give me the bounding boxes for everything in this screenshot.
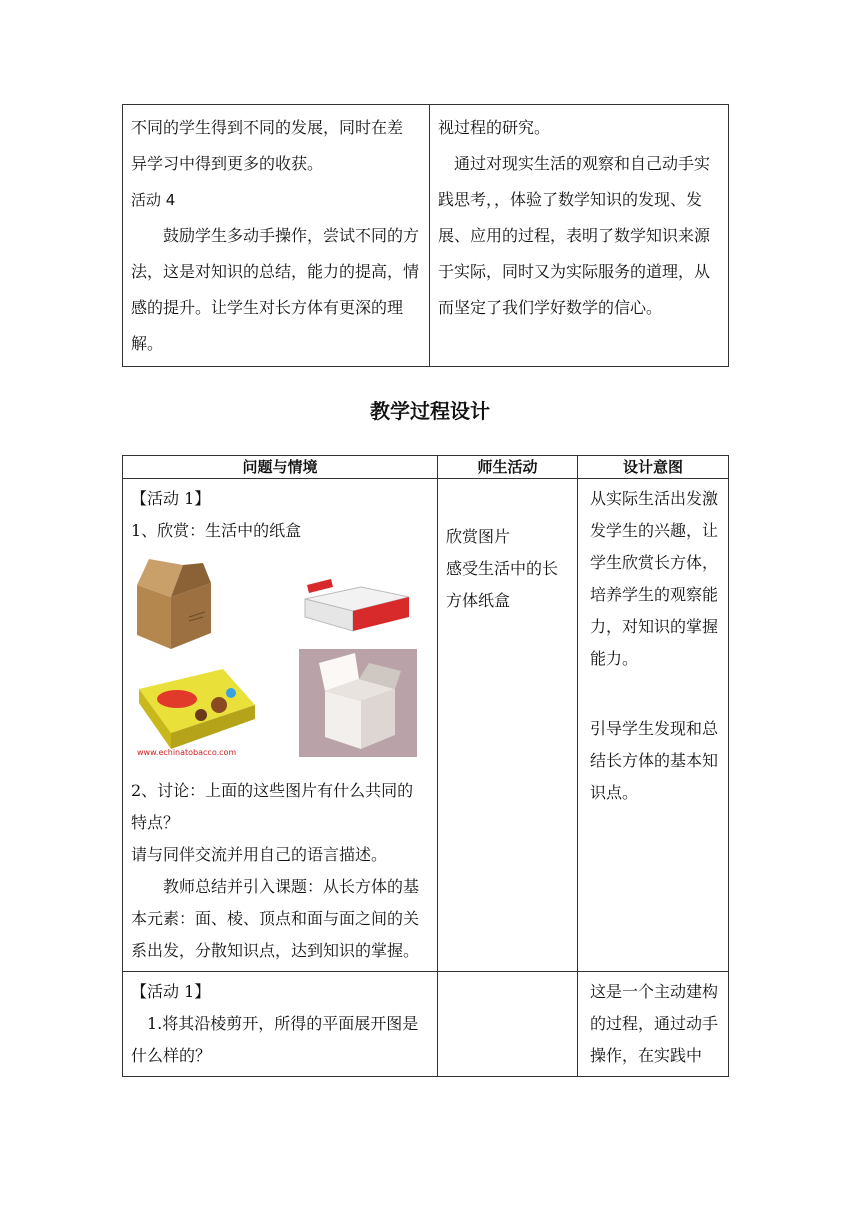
header-row [123, 456, 729, 479]
intent-cell [578, 479, 729, 972]
activity-cell-2 [438, 972, 578, 1077]
mid-line-2: 感受生活中的长方体纸盒 [446, 559, 559, 610]
teaching-process-table [122, 455, 729, 1077]
white-gift-box-image [299, 649, 417, 757]
activity-label-2: 【活动 1】 [131, 982, 211, 1001]
item-appreciate: 1、欣赏：生活中的纸盒 [131, 521, 302, 540]
header-intent: 设计意图 [578, 456, 729, 479]
header-problem: 问题与情境 [123, 456, 438, 479]
intent-2: 引导学生发现和总结长方体的基本知识点。 [590, 719, 719, 802]
left-line-1: 不同的学生得到不同的发展，同时在差 [131, 118, 404, 137]
section-title: 教学过程设计 [370, 399, 490, 423]
cardboard-box-image [131, 557, 215, 653]
right-line-1: 视过程的研究。 [438, 118, 551, 137]
intent-1: 从实际生活出发激发学生的兴趣，让学生欣赏长方体，培养学生的观察能力，对知识的掌握能力。 [590, 489, 719, 668]
header-activity: 师生活动 [438, 456, 578, 479]
activity-cell [438, 479, 578, 972]
problem-cell [123, 479, 438, 972]
activity4-heading: 活动 4 [131, 191, 176, 209]
intent-cell-2 [578, 972, 729, 1077]
intent-row2: 这是一个主动建构的过程，通过动手操作，在实践中 [590, 982, 719, 1065]
continued-table [122, 104, 729, 367]
image-watermark: www.echinatobacco.com [137, 748, 237, 757]
office-pins-box-image [301, 575, 413, 635]
mid-line-1: 欣赏图片 [446, 527, 511, 546]
top-left-cell [123, 105, 430, 367]
problem-cell-2 [123, 972, 438, 1077]
item-discuss: 2、讨论：上面的这些图片有什么共同的特点？ [131, 781, 414, 832]
table-row [123, 972, 729, 1077]
box-images [131, 551, 429, 769]
item-discuss-b: 请与同伴交流并用自己的语言描述。 [131, 845, 388, 864]
left-line-2: 异学习中得到更多的收获。 [131, 154, 324, 173]
table-row [123, 479, 729, 972]
question-unfold: 1.将其沿棱剪开，所得的平面展开图是什么样的？ [131, 1014, 419, 1065]
teacher-summary: 教师总结并引入课题：从长方体的基本元素：面、棱、顶点和面与面之间的关系出发，分散知识点，达到知识的掌握。 [131, 877, 420, 960]
top-right-cell [430, 105, 729, 367]
activity-label: 【活动 1】 [131, 489, 211, 508]
snack-box-image [131, 663, 263, 761]
activity4-text: 鼓励学生多动手操作，尝试不同的方法，这是对知识的总结，能力的提高，情感的提升。让学生对长方体有更深的理解。 [131, 226, 420, 353]
right-text: 通过对现实生活的观察和自己动手实践思考，，体验了数学知识的发现、发展、应用的过程，表明了数学知识来源于实际，同时又为实际服务的道理，从而坚定了我们学好数学的信心。 [438, 154, 711, 317]
